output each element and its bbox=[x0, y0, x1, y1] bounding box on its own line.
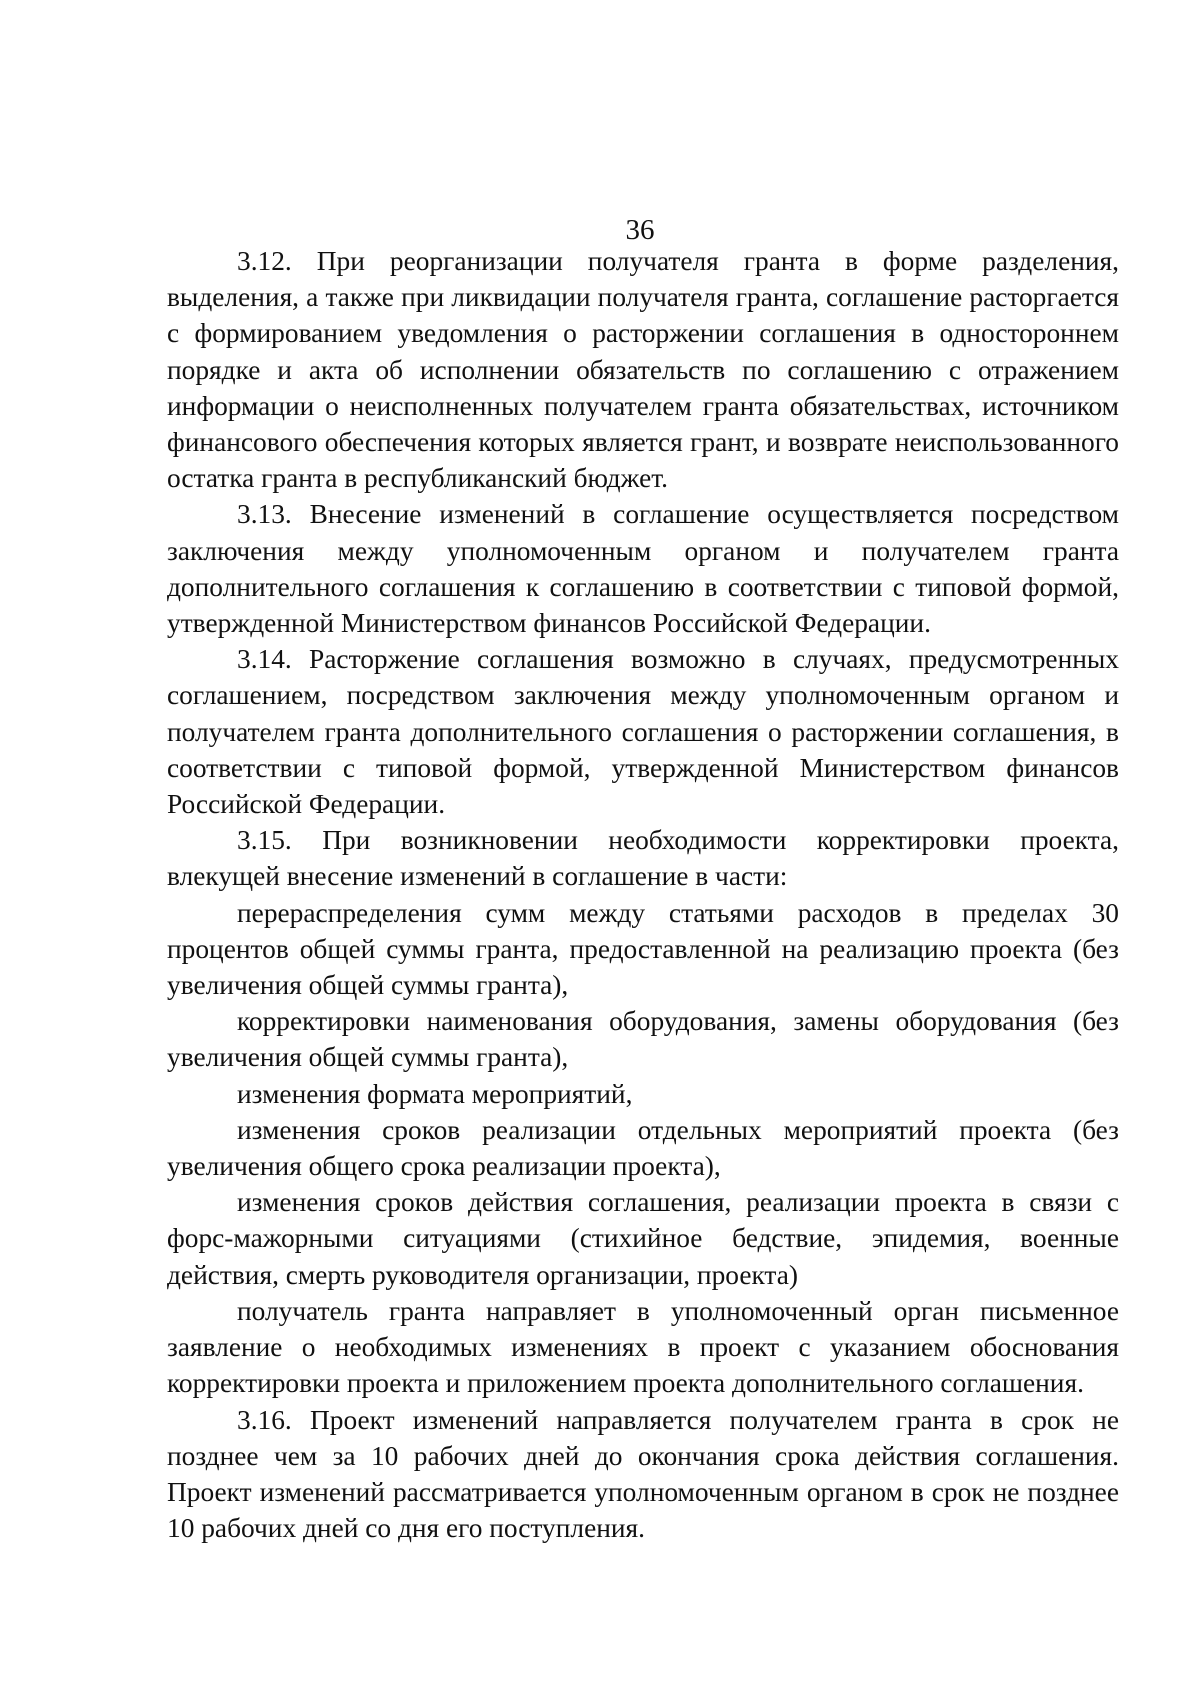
list-item-event-deadlines: изменения сроков реализации отдельных мероприятий проекта (без увеличения общего срока реализации проекта), bbox=[167, 1114, 1119, 1182]
paragraph-application: получатель гранта направляет в уполномоченный орган письменное заявление о необходимых изменениях в проект с указанием обоснования корректировки проекта и приложением проекта дополнительного соглашения. bbox=[167, 1295, 1119, 1399]
paragraph-3-15: 3.15. При возникновении необходимости корректировки проекта, влекущей внесение изменений в соглашение в части: bbox=[167, 825, 1119, 892]
paragraph-3-12: 3.12. При реорганизации получателя гранта в форме разделения, выделения, а также при ликвидации получателя гранта, соглашение расторгается с формированием уведомления о расторжении соглашения в одностороннем порядке и акта об исполнении обязательств по соглашению с отражением информации о неисполненных получателем гранта обязательствах, источником финансового обеспечения которых является грант, и возврате неиспользованного остатка гранта в республиканский бюджет. bbox=[167, 246, 1119, 494]
paragraph-3-13: 3.13. Внесение изменений в соглашение осуществляется посредством заключения между уполномоченным органом и получателем гранта дополнительного соглашения к соглашению в соответствии с типовой формой, утвержденной Министерством финансов Российской Федерации. bbox=[167, 499, 1119, 639]
page-number: 36 bbox=[625, 214, 655, 246]
paragraph-3-16: 3.16. Проект изменений направляется получателем гранта в срок не позднее чем за 10 рабочих дней до окончания срока действия соглашения. Проект изменений рассматривается уполномоченным органом в срок не позднее 10 рабочих дней со дня его поступления. bbox=[167, 1404, 1119, 1544]
list-item-equipment: корректировки наименования оборудования, замены оборудования (без увеличения общей суммы гранта), bbox=[167, 1006, 1119, 1073]
document-body bbox=[167, 243, 1119, 1546]
list-item-event-format: изменения формата мероприятий, bbox=[237, 1078, 633, 1109]
list-item-redistribution: перераспределения сумм между статьями расходов в пределах 30 процентов общей суммы гранта, предоставленной на реализацию проекта (без увеличения общей суммы гранта), bbox=[167, 897, 1119, 1001]
paragraph-3-14: 3.14. Расторжение соглашения возможно в случаях, предусмотренных соглашением, посредством заключения между уполномоченным органом и получателем гранта дополнительного соглашения о расторжении соглашения, в соответствии с типовой формой, утвержденной Министерством финансов Российской Федерации. bbox=[167, 644, 1119, 820]
list-item-agreement-deadlines: изменения сроков действия соглашения, реализации проекта в связи с форс-мажорными ситуациями (стихийное бедствие, эпидемия, военные действия, смерть руководителя организации, проекта) bbox=[167, 1187, 1119, 1290]
